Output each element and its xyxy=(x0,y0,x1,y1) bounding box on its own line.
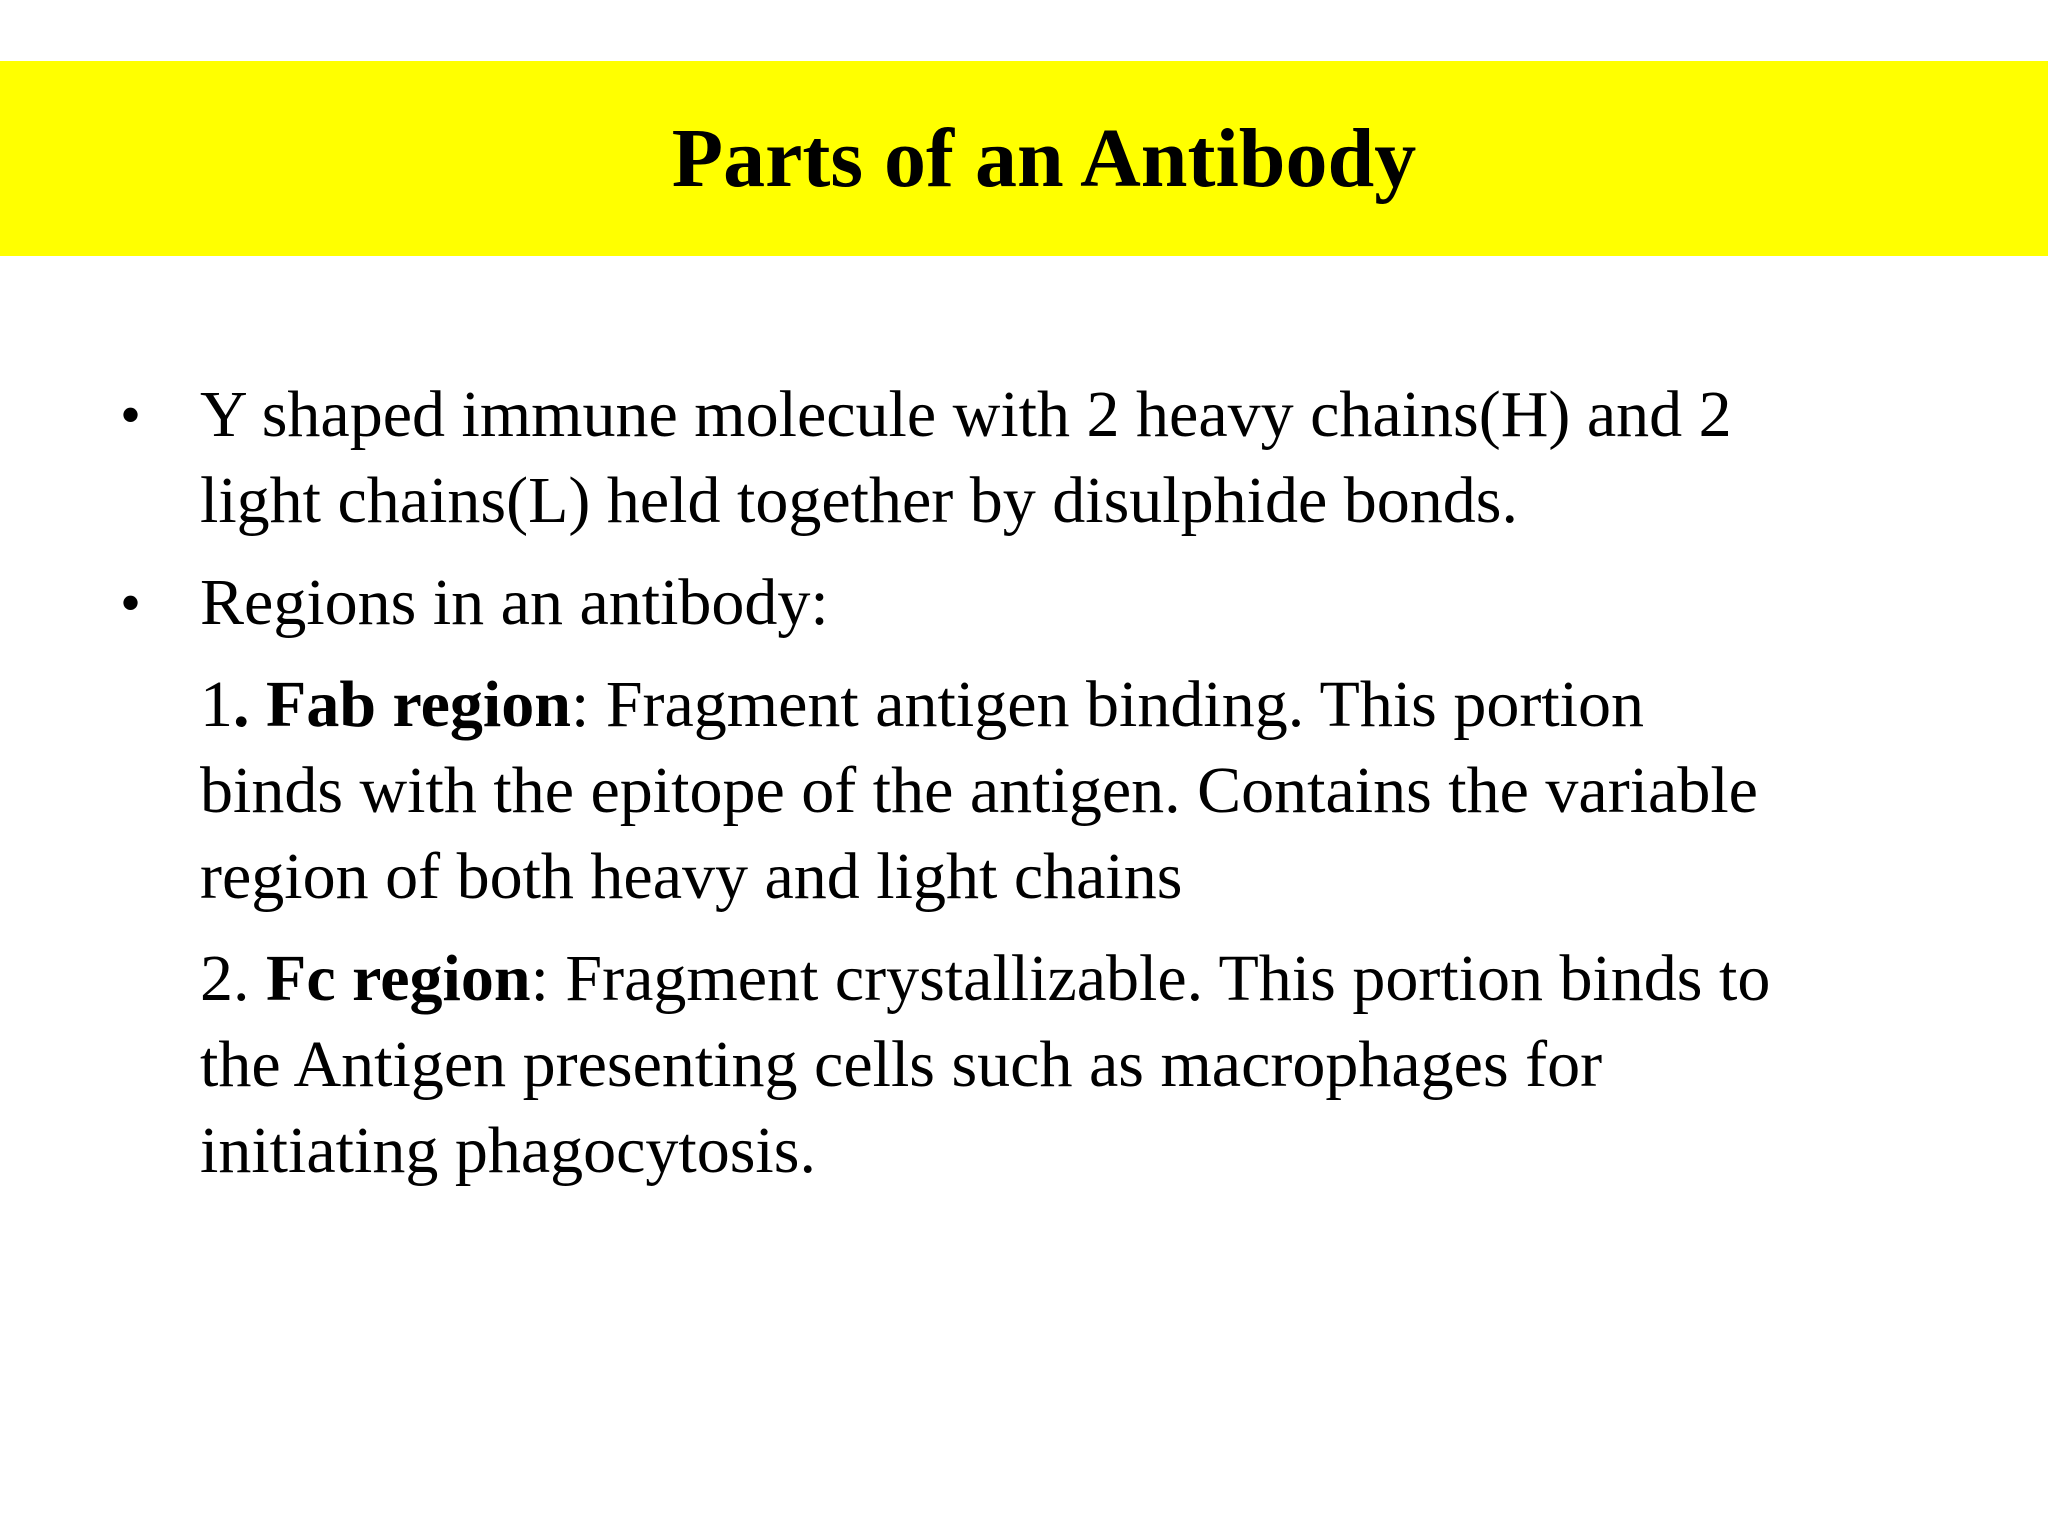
region-line: region of both heavy and light chains xyxy=(200,840,1183,913)
bullet-marker: • xyxy=(120,570,142,636)
region-separator: : xyxy=(530,942,549,1015)
bullet-line: Y shaped immune molecule with 2 heavy chains(H) and 2 xyxy=(200,378,1732,451)
region-line: the Antigen presenting cells such as macrophages for xyxy=(200,1028,1603,1101)
region-first-line xyxy=(200,936,2000,1022)
region-name: Fc region xyxy=(266,942,531,1015)
page-title: Parts of an Antibody xyxy=(671,111,1417,205)
region-separator: : xyxy=(570,668,590,741)
bullet-marker: • xyxy=(120,382,142,448)
region-name: Fab region xyxy=(266,668,571,741)
region-first-line xyxy=(200,662,2000,748)
bullet-line: light chains(L) held together by disulphide bonds. xyxy=(200,464,1518,537)
region-number: 2. xyxy=(200,942,266,1015)
region-line: binds with the epitope of the antigen. Contains the variable xyxy=(200,754,1758,827)
region-item-fab xyxy=(200,662,2000,920)
bullet-text xyxy=(200,560,2000,646)
bullet-text xyxy=(200,372,2000,544)
region-line: initiating phagocytosis. xyxy=(200,1114,816,1187)
region-description: Fragment antigen binding. This portion xyxy=(589,668,1644,741)
region-number-suffix: . xyxy=(233,668,266,741)
region-number: 1 xyxy=(200,668,233,741)
region-item-fc xyxy=(200,936,2000,1194)
bullet-line: Regions in an antibody: xyxy=(200,566,829,639)
region-description: Fragment crystallizable. This portion binds to xyxy=(548,942,1771,1015)
